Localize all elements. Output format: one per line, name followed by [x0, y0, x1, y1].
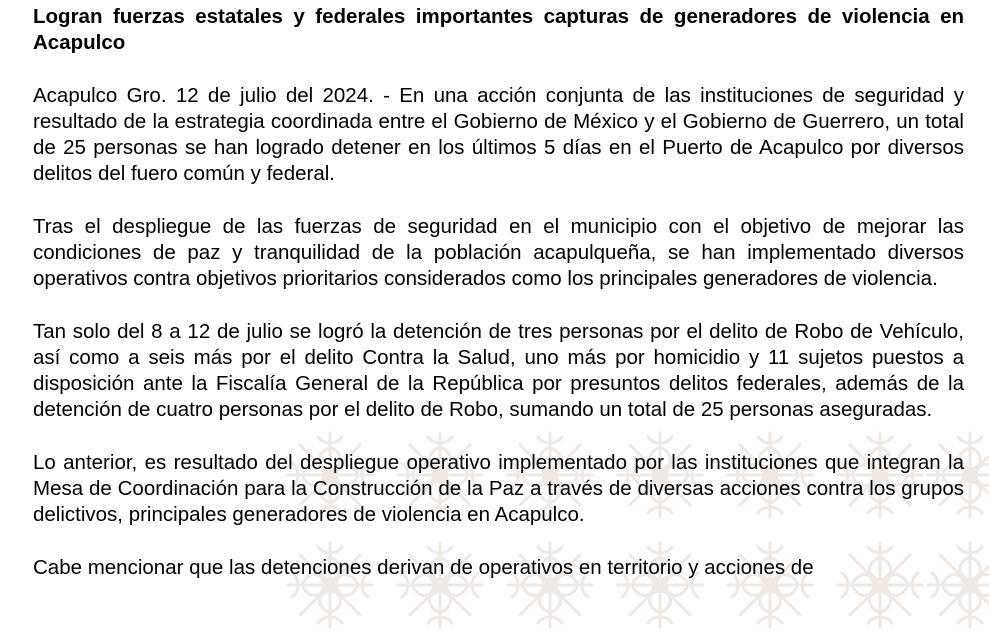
paragraph-1: Acapulco Gro. 12 de julio del 2024. - En una acción conjunta de las instituciones de seguridad y resultado de la estrategia coordinada entre el Gobierno de México y el Gobierno de Guerrero, un total de 25 personas se han logrado detener en los últimos 5 días en el Puerto de Acapulco por diversos delitos del fuero común y federal. [33, 84, 964, 185]
press-release-body [33, 4, 964, 608]
paragraph-5: Cabe mencionar que las detenciones derivan de operativos en territorio y acciones de [33, 556, 814, 579]
paragraph-4: Lo anterior, es resultado del despliegue operativo implementado por las instituciones que integran la Mesa de Coordinación para la Construcción de la Paz a través de diversas acciones contra los grupos delictivos, principales generadores de violencia en Acapulco. [33, 451, 964, 526]
press-release-title: Logran fuerzas estatales y federales importantes capturas de generadores de violencia en Acapulco [33, 5, 964, 54]
paragraph-2: Tras el despliegue de las fuerzas de seguridad en el municipio con el objetivo de mejorar las condiciones de paz y tranquilidad de la población acapulqueña, se han implementado diversos operativos contra objetivos prioritarios considerados como los principales generadores de violencia. [33, 215, 964, 290]
paragraph-3: Tan solo del 8 a 12 de julio se logró la detención de tres personas por el delito de Robo de Vehículo, así como a seis más por el delito Contra la Salud, uno más por homicidio y 11 sujetos puestos a disposición ante la Fiscalía General de la República por presuntos delitos federales, además de la detención de cuatro personas por el delito de Robo, sumando un total de 25 personas aseguradas. [33, 320, 964, 421]
